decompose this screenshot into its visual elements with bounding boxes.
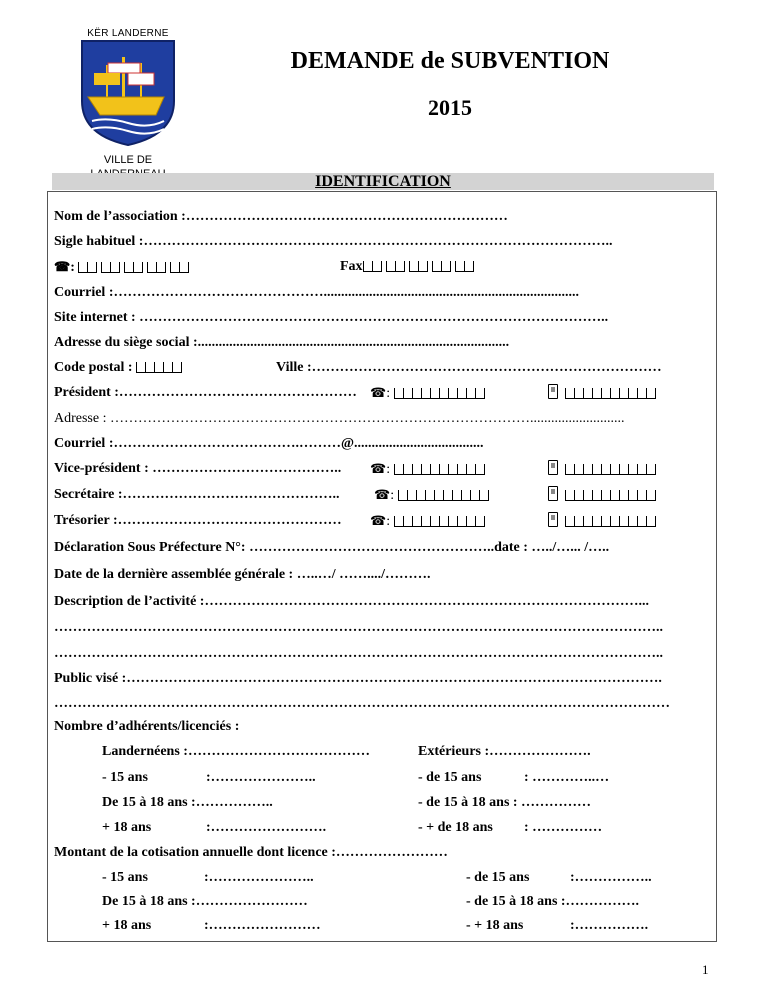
digit-box[interactable] [601, 388, 610, 399]
general-assembly-date-field[interactable]: Date de la dernière assemblée générale : …..…/ ……..../………. [54, 567, 431, 582]
postal-code-line [54, 360, 186, 378]
fee-ext-over18-label: - + 18 ans [466, 918, 524, 933]
digit-box-group[interactable] [136, 362, 182, 378]
digit-box[interactable] [475, 516, 485, 527]
mobile-icon [548, 384, 558, 399]
vice-president-phone: ☎: [370, 461, 489, 480]
digit-box-group[interactable] [394, 388, 485, 404]
digit-box[interactable] [395, 261, 405, 272]
postal-code-boxes[interactable] [136, 360, 186, 375]
digit-box[interactable] [574, 490, 583, 501]
digit-box[interactable] [439, 464, 448, 475]
vice-president-mobile-boxes[interactable] [565, 462, 660, 477]
association-name-field[interactable]: Nom de l’association :…………………………………………………………… [54, 209, 508, 224]
digit-box[interactable] [646, 516, 656, 527]
mobile-icon [548, 460, 558, 475]
digit-box[interactable] [466, 464, 475, 475]
digit-box[interactable] [78, 262, 87, 273]
digit-box[interactable] [443, 490, 452, 501]
digit-box[interactable] [610, 490, 619, 501]
secretary-mobile [548, 486, 660, 506]
digit-box[interactable] [619, 516, 628, 527]
digit-box[interactable] [583, 464, 592, 475]
fee-over18-label: + 18 ans [102, 918, 152, 933]
digit-box[interactable] [448, 516, 457, 527]
phone-icon: ☎ [370, 513, 387, 528]
digit-box-group[interactable] [409, 261, 428, 277]
email-at-field[interactable]: Courriel :………………………………….………@..................................... [54, 436, 484, 451]
president-phone-boxes[interactable] [394, 386, 489, 401]
page-year: 2015 [428, 95, 472, 120]
digit-box[interactable] [457, 464, 466, 475]
ext-over18-field[interactable]: : …………… [524, 820, 603, 835]
head-office-address-field[interactable]: Adresse du siège social :......................................................................................... [54, 335, 510, 350]
section-title: IDENTIFICATION [315, 173, 451, 190]
digit-box[interactable] [565, 388, 574, 399]
ext-under15-field[interactable]: : …………..… [524, 770, 610, 785]
digit-box[interactable] [628, 490, 637, 501]
digit-box[interactable] [619, 490, 628, 501]
digit-box-group[interactable] [565, 388, 656, 404]
digit-box[interactable] [583, 516, 592, 527]
digit-box[interactable] [470, 490, 479, 501]
digit-box[interactable] [475, 464, 485, 475]
membership-fee-heading[interactable]: Montant de la cotisation annuelle dont licence :…………………… [54, 845, 448, 860]
digit-box[interactable] [461, 490, 470, 501]
digit-box[interactable] [452, 490, 461, 501]
digit-box[interactable] [87, 262, 97, 273]
digit-box[interactable] [136, 362, 145, 373]
digit-box[interactable] [565, 490, 574, 501]
section-header [52, 173, 714, 190]
digit-box[interactable] [403, 464, 412, 475]
page-number: 1 [702, 962, 709, 977]
digit-box[interactable] [565, 464, 574, 475]
treasurer-phone: ☎: [370, 513, 489, 532]
phone-icon: ☎ [370, 461, 387, 476]
digit-box-group[interactable] [565, 516, 656, 532]
digit-box[interactable] [475, 388, 485, 399]
digit-box[interactable] [646, 464, 656, 475]
logo-city-line1: VILLE DE [103, 154, 153, 166]
president-field[interactable]: Président :…………………………………………… [54, 385, 357, 400]
fax-number-boxes[interactable] [363, 259, 478, 274]
ext-age15to18-field[interactable]: - de 15 à 18 ans : …………… [418, 795, 592, 810]
fax-label: Fax [340, 259, 363, 274]
coat-of-arms-icon [78, 39, 178, 147]
digit-box[interactable] [457, 516, 466, 527]
digit-box[interactable] [479, 490, 489, 501]
secretary-field[interactable]: Secrétaire :……………………………………….. [54, 487, 340, 502]
vice-president-field[interactable]: Vice-président : ………………………………….. [54, 461, 342, 476]
digit-box[interactable] [101, 262, 110, 273]
digit-box[interactable] [574, 464, 583, 475]
digit-box[interactable] [407, 490, 416, 501]
treasurer-phone-boxes[interactable] [394, 514, 489, 529]
digit-box[interactable] [466, 388, 475, 399]
digit-box[interactable] [441, 261, 451, 272]
digit-box[interactable] [610, 464, 619, 475]
digit-box[interactable] [466, 516, 475, 527]
digit-box[interactable] [432, 261, 441, 272]
digit-box[interactable] [457, 388, 466, 399]
secretary-phone-boxes[interactable] [398, 488, 493, 503]
city-logo [78, 28, 178, 180]
digit-box[interactable] [133, 262, 143, 273]
digit-box[interactable] [403, 388, 412, 399]
landerneens-field[interactable]: Landernéens :………………………………… [102, 744, 370, 759]
digit-box[interactable] [172, 362, 182, 373]
phone-fax-line [54, 259, 193, 278]
fee-age15to18-field[interactable]: De 15 à 18 ans :…………………… [102, 894, 308, 909]
vice-president-mobile [548, 460, 660, 480]
page-title: DEMANDE de SUBVENTION [290, 48, 610, 74]
president-phone: ☎: [370, 385, 489, 404]
digit-box[interactable] [628, 464, 637, 475]
digit-box[interactable] [412, 464, 421, 475]
digit-box[interactable] [386, 261, 395, 272]
over18-label: + 18 ans [102, 820, 152, 835]
phone-icon: ☎ [54, 259, 71, 274]
digit-box[interactable] [583, 388, 592, 399]
digit-box[interactable] [430, 516, 439, 527]
digit-box[interactable] [403, 516, 412, 527]
digit-box-group[interactable] [78, 262, 97, 278]
digit-box[interactable] [416, 490, 425, 501]
digit-box[interactable] [412, 516, 421, 527]
digit-box[interactable] [448, 464, 457, 475]
digit-box[interactable] [610, 388, 619, 399]
digit-box[interactable] [110, 262, 120, 273]
secretary-mobile-boxes[interactable] [565, 488, 660, 503]
digit-box[interactable] [372, 261, 382, 272]
digit-box[interactable] [628, 388, 637, 399]
digit-box[interactable] [601, 464, 610, 475]
fee-ext-over18-field[interactable]: :……………. [570, 918, 649, 933]
digit-box[interactable] [363, 261, 372, 272]
acronym-field[interactable]: Sigle habituel :……………………………………………………………………………………….. [54, 234, 613, 249]
under15-label: - 15 ans [102, 770, 148, 785]
phone-icon: ☎ [374, 487, 391, 502]
mobile-icon [548, 486, 558, 501]
digit-box-group[interactable] [124, 262, 143, 278]
digit-box-group[interactable] [363, 261, 382, 277]
digit-box[interactable] [170, 262, 179, 273]
digit-box[interactable] [425, 490, 434, 501]
fee-ext-age15to18-field[interactable]: - de 15 à 18 ans :……………. [466, 894, 640, 909]
fee-ext-under15-field[interactable]: :…………….. [570, 870, 652, 885]
digit-box[interactable] [619, 388, 628, 399]
description-continuation-2[interactable]: ………………………………………………………………………………………………………………….. [54, 646, 663, 661]
digit-box[interactable] [421, 464, 430, 475]
digit-box[interactable] [439, 516, 448, 527]
digit-box[interactable] [124, 262, 133, 273]
phone-prefix: : [70, 260, 75, 275]
digit-box[interactable] [601, 516, 610, 527]
digit-box-group[interactable] [386, 261, 405, 277]
digit-box[interactable] [421, 516, 430, 527]
age15to18-field[interactable]: De 15 à 18 ans :…………….. [102, 795, 273, 810]
phone-icon: ☎ [370, 385, 387, 400]
digit-box[interactable] [434, 490, 443, 501]
digit-box[interactable] [439, 388, 448, 399]
treasurer-mobile [548, 512, 660, 532]
outsiders-field[interactable]: Extérieurs :…………………. [418, 744, 591, 759]
ext-under15-label: - de 15 ans [418, 770, 482, 785]
digit-box-group[interactable] [170, 262, 189, 278]
digit-box[interactable] [619, 464, 628, 475]
digit-box[interactable] [601, 490, 610, 501]
address-field[interactable]: Adresse : ………………………………………………………………………………........................... [54, 411, 625, 426]
city-field[interactable]: Ville :………………………………………………………………… [276, 360, 662, 375]
digit-box[interactable] [409, 261, 418, 272]
digit-box-group[interactable] [565, 464, 656, 480]
digit-box[interactable] [430, 388, 439, 399]
under15-field[interactable]: :………………….. [206, 770, 316, 785]
digit-box-group[interactable] [565, 490, 656, 506]
digit-box[interactable] [646, 388, 656, 399]
digit-box[interactable] [637, 464, 646, 475]
digit-box-group[interactable] [455, 261, 474, 277]
over18-field[interactable]: :……………………. [206, 820, 327, 835]
digit-box[interactable] [394, 516, 403, 527]
digit-box[interactable] [394, 388, 403, 399]
target-audience-continuation[interactable]: …………………………………………………………………………………………………………………… [54, 696, 670, 711]
fee-over18-field[interactable]: :…………………… [204, 918, 321, 933]
digit-box-group[interactable] [398, 490, 489, 506]
digit-box[interactable] [592, 464, 601, 475]
digit-box[interactable] [583, 490, 592, 501]
digit-box-group[interactable] [147, 262, 166, 278]
digit-box[interactable] [592, 490, 601, 501]
digit-box[interactable] [637, 490, 646, 501]
fee-under15-field[interactable]: :………………….. [204, 870, 314, 885]
website-field[interactable]: Site internet : ……………………………………………………………………………………….. [54, 310, 609, 325]
digit-box[interactable] [145, 362, 154, 373]
president-mobile [548, 384, 660, 404]
digit-box[interactable] [464, 261, 474, 272]
digit-box-group[interactable] [101, 262, 120, 278]
digit-box[interactable] [574, 516, 583, 527]
digit-box[interactable] [418, 261, 428, 272]
secretary-phone: ☎: [374, 487, 493, 506]
digit-box-group[interactable] [394, 516, 485, 532]
digit-box[interactable] [628, 516, 637, 527]
declaration-field[interactable]: Déclaration Sous Préfecture N°: ……………………………………………..date : …../…... /….. [54, 540, 610, 555]
logo-motto: KËR LANDERNE [87, 28, 169, 39]
vice-president-phone-boxes[interactable] [394, 462, 489, 477]
treasurer-mobile-boxes[interactable] [565, 514, 660, 529]
digit-box[interactable] [610, 516, 619, 527]
email-field[interactable]: Courriel :………………………………………......................................................................... [54, 285, 579, 300]
digit-box[interactable] [646, 490, 656, 501]
digit-box[interactable] [398, 490, 407, 501]
members-heading: Nombre d’adhérents/licenciés : [54, 719, 240, 734]
phone-number-boxes[interactable] [78, 260, 193, 275]
digit-box[interactable] [156, 262, 166, 273]
digit-box[interactable] [430, 464, 439, 475]
postal-code-label: Code postal : [54, 360, 133, 375]
digit-box[interactable] [565, 516, 574, 527]
mobile-icon [548, 512, 558, 527]
digit-box[interactable] [163, 362, 172, 373]
digit-box[interactable] [394, 464, 403, 475]
description-continuation-1[interactable]: ………………………………………………………………………………………………………………….. [54, 620, 663, 635]
digit-box[interactable] [637, 388, 646, 399]
digit-box-group[interactable] [394, 464, 485, 480]
digit-box[interactable] [592, 388, 601, 399]
digit-box[interactable] [147, 262, 156, 273]
digit-box[interactable] [637, 516, 646, 527]
fee-under15-label: - 15 ans [102, 870, 148, 885]
activity-description-field[interactable]: Description de l’activité :…………………………………………………………………………………... [54, 594, 649, 609]
target-audience-field[interactable]: Public visé :……………………………………………………………………………………………………. [54, 671, 662, 686]
fee-ext-under15-label: - de 15 ans [466, 870, 530, 885]
ext-over18-label: - + de 18 ans [418, 820, 493, 835]
digit-box[interactable] [455, 261, 464, 272]
digit-box[interactable] [448, 388, 457, 399]
digit-box[interactable] [592, 516, 601, 527]
treasurer-field[interactable]: Trésorier :………………………………………… [54, 513, 342, 528]
digit-box[interactable] [412, 388, 421, 399]
president-mobile-boxes[interactable] [565, 386, 660, 401]
digit-box[interactable] [179, 262, 189, 273]
digit-box[interactable] [154, 362, 163, 373]
fax-line [340, 259, 478, 277]
digit-box-group[interactable] [432, 261, 451, 277]
digit-box[interactable] [574, 388, 583, 399]
digit-box[interactable] [421, 388, 430, 399]
